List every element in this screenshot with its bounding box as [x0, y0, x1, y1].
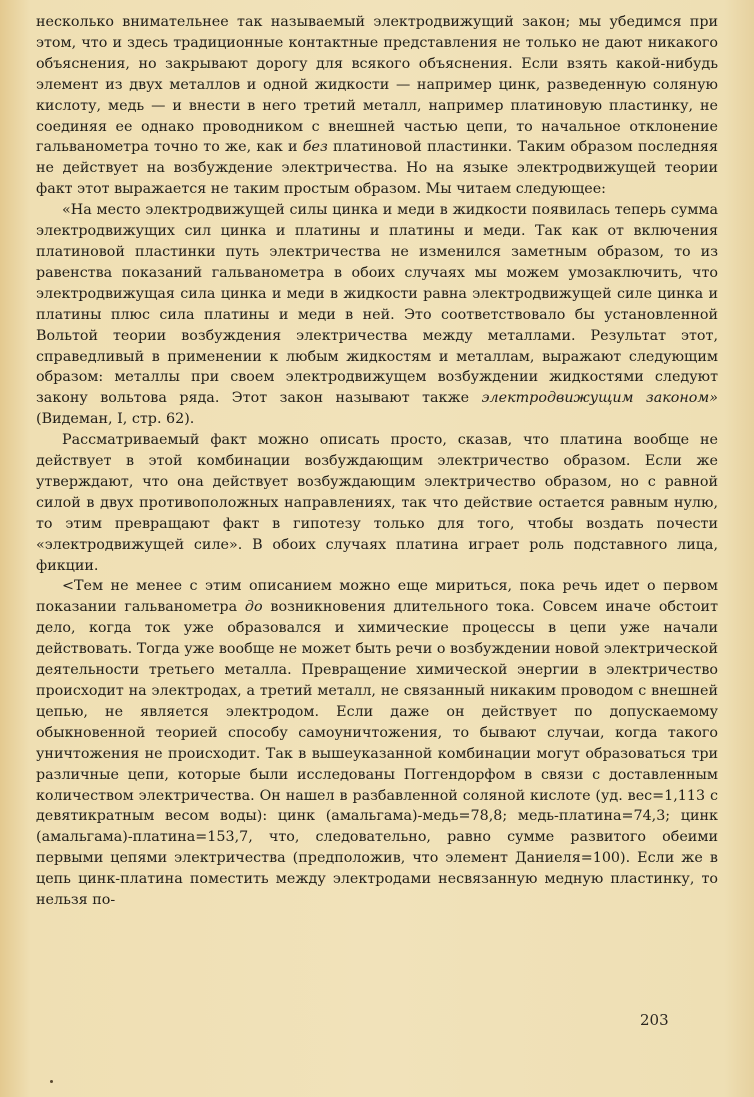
- paragraph: [36, 200, 718, 430]
- italic-text: электродвижущим законом»: [481, 390, 718, 407]
- paragraph: [36, 12, 718, 200]
- paragraph: [36, 430, 718, 576]
- text-run: «На место электродвижущей силы цинка и меди в жидкости появилась теперь сумма электродвижущих сил цинка и платины и платины и меди. Так как от включения платиновой пластинки путь электричества не изменился заметным образом, то из равенства показаний гальванометра в обоих случаях мы можем умозаключить, что электродвижущая сила цинка и меди в жидкости равна электродвижущей силе цинка и платины плюс сила платины и меди в ней. Это соответствовало бы установленной Вольтой теории возбуждения электричества между металлами. Результат этот, справедливый в применении к любым жидкостям и металлам, выражают следующим образом: металлы при своем электродвижущем возбуждении жидкостями следуют закону вольтова ряда. Этот закон называют также: [36, 202, 718, 407]
- text-run: возникновения длительного тока. Совсем иначе обстоит дело, когда ток уже образовался и химические процессы в цепи уже начали действовать. Тогда уже вообще не может быть речи о возбуждении новой электрической деятельности третьего металла. Превращение химической энергии в электричество происходит на электродах, а третий металл, не связанный никаким проводом с внешней цепью, не является электродом. Если даже он действует по допускаемому обыкновенной теорией способу самоуничтожения, то бывают случаи, когда такого уничтожения не происходит. Так в вышеуказанной комбинации могут образоваться три различные цепи, которые были исследованы Поггендорфом в связи с доставленным количеством электричества. Он нашел в разбавленной соляной кислоте (уд. вес=1,113 с девятикратным весом воды): цинк (амальгама)-медь=78,8; медь-платина=74,3; цинк (амальгама)-платина=153,7, что, следовательно, равно сумме развитого обеими первыми цепями электричества (предположив, что элемент Даниеля=100). Если же в цепь цинк-платина поместить между электродами несвязанную медную пластинку, то нельзя по-: [36, 599, 718, 909]
- italic-text: до: [244, 599, 263, 616]
- text-run: платиновой пластинки. Таким образом последняя не действует на возбуждение электричества. Но на языке электродвижущей теории факт этот выражается не таким простым образом. Мы читаем следующее:: [36, 139, 719, 198]
- page-number: 203: [640, 1011, 669, 1029]
- text-run: несколько внимательнее так называемый электродвижущий закон; мы убедимся при этом, что и здесь традиционные контактные представления не только не дают никакого объяснения, но закрывают дорогу для всякого объяснения. Если взять какой-нибудь элемент из двух металлов и одной жидкости — например цинк, разведенную соляную кислоту, медь — и внести в него третий металл, например платиновую пластинку, не соединяя ее однако проводником с внешней частью цепи, то начальное отклонение гальванометра точно то же, как и: [36, 14, 718, 156]
- paper-speck: [50, 1080, 53, 1083]
- text-run: <Тем не менее с этим описанием можно еще мириться, пока речь идет о первом показании гальванометра: [36, 578, 718, 616]
- italic-text: без: [302, 139, 328, 156]
- text-run: (Видеман, I, стр. 62).: [36, 411, 195, 428]
- paragraph: [36, 576, 718, 911]
- page-text: [36, 12, 718, 911]
- text-run: Рассматриваемый факт можно описать просто, сказав, что платина вообще не действует в этой комбинации возбуждающим электричество образом. Если же утверждают, что она действует возбуждающим электричество образом, но с равной силой в двух противоположных направлениях, так что действие остается равным нулю, то этим превращают факт в гипотезу только для того, чтобы воздать почести «электродвижущей силе». В обоих случаях платина играет роль подставного лица, фикции.: [36, 432, 718, 574]
